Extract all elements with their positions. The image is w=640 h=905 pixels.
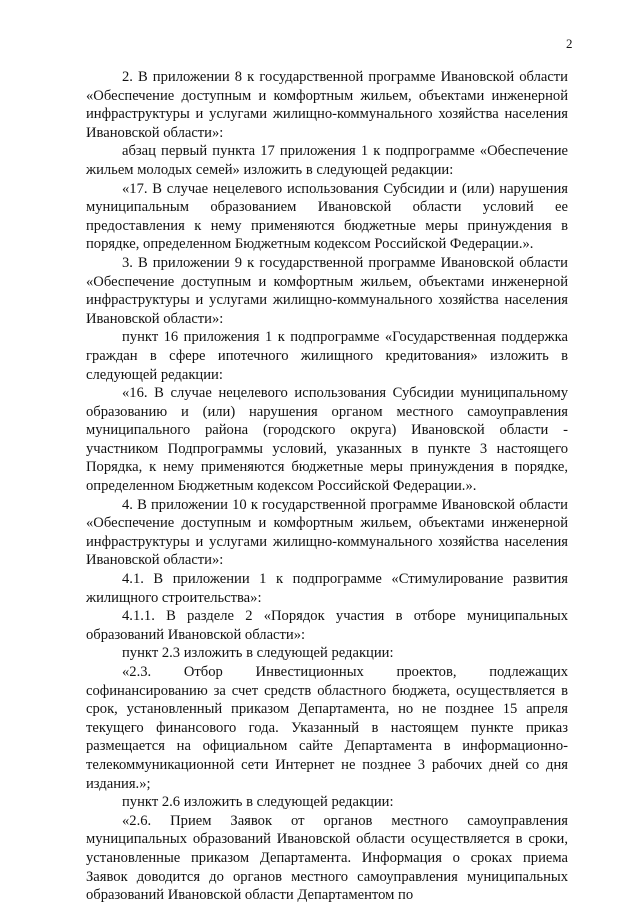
paragraph-abzac-17: абзац первый пункта 17 приложения 1 к подпрограмме «Обеспечение жильем молодых семей» изложить в следующей редакции: <box>86 143 568 178</box>
paragraph-4-1: 4.1. В приложении 1 к подпрограмме «Стимулирование развития жилищного строительства»: <box>86 571 568 606</box>
paragraph-quote-16: «16. В случае нецелевого использования Субсидии муниципальному образованию и (или) нарушения органом местного самоуправления муниципального района (городского округа) Ивановской области - участником Подпрограммы условий, указанных в пункте 3 настоящего Порядка, к нему применяются бюджетные меры принуждения в порядке, определенном Бюджетным кодексом Российской Федерации.». <box>86 385 568 495</box>
paragraph-quote-2-6: «2.6. Прием Заявок от органов местного самоуправления муниципальных образований Ивановской области осуществляется в сроки, установленные приказом Департамента. Информация о сроках приема Заявок доводится до органов местного самоуправления муниципальных образований Ивановской области Департаментом по <box>86 812 568 904</box>
paragraph-4-intro: 4. В приложении 10 к государственной программе Ивановской области «Обеспечение доступным и комфортным жильем, объектами инженерной инфраструктуры и услугами жилищно-коммунального хозяйства населения Ивановской области»: <box>86 496 568 569</box>
paragraph-3-intro: 3. В приложении 9 к государственной программе Ивановской области «Обеспечение доступным и комфортным жильем, объектами инженерной инфраструктуры и услугами жилищно-коммунального хозяйства населения Ивановской области»: <box>86 254 568 327</box>
page-number: 2 <box>566 36 573 51</box>
paragraph-punkt-2-3: пункт 2.3 изложить в следующей редакции: <box>122 645 394 662</box>
paragraph-4-1-1: 4.1.1. В разделе 2 «Порядок участия в отборе муниципальных образований Ивановской области»: <box>86 608 568 643</box>
paragraph-quote-17: «17. В случае нецелевого использования Субсидии и (или) нарушения муниципальным образованием Ивановской области условий ее предоставления к нему применяются бюджетные меры принуждения в порядке, определенном Бюджетным кодексом Российской Федерации.». <box>86 180 568 253</box>
paragraph-punkt-16: пункт 16 приложения 1 к подпрограмме «Государственная поддержка граждан в сфере ипотечного жилищного кредитования» изложить в следующей редакции: <box>86 329 568 383</box>
paragraph-2-intro: 2. В приложении 8 к государственной программе Ивановской области «Обеспечение доступным и комфортным жильем, объектами инженерной инфраструктуры и услугами жилищно-коммунального хозяйства населения Ивановской области»: <box>86 69 568 141</box>
paragraph-punkt-2-6: пункт 2.6 изложить в следующей редакции: <box>122 794 394 811</box>
document-body <box>86 68 568 905</box>
paragraph-quote-2-3: «2.3. Отбор Инвестиционных проектов, подлежащих софинансированию за счет средств областного бюджета, осуществляется в срок, установленный приказом Департамента, но не позднее 15 апреля текущего финансового года. Указанный в настоящем пункте приказ размещается на официальном сайте Департамента в информационно-телекоммуникационной сети Интернет не позднее 3 рабочих дней со дня издания.»; <box>86 664 568 792</box>
